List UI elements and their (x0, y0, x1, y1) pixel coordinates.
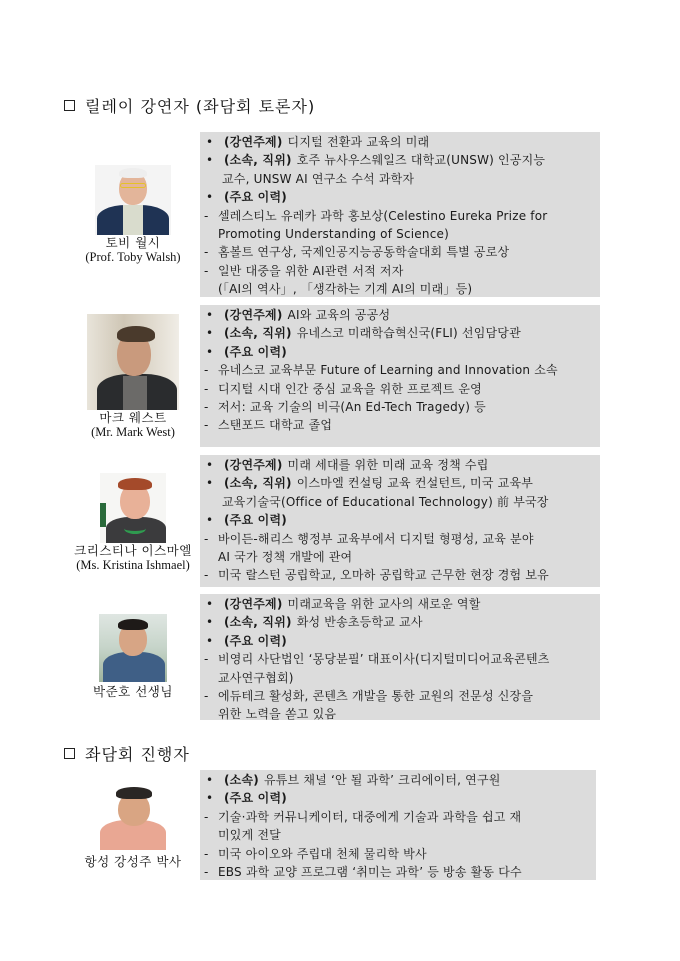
affiliation-label: (소속) (224, 773, 259, 787)
portrait-kristina-ishmael (100, 473, 166, 543)
career-item: - 바이든-해리스 행정부 교육부에서 디지털 형평성, 교육 분야 (204, 531, 534, 546)
career-header: • (주요 이력) (204, 789, 590, 807)
speaker-photo-column (70, 165, 196, 264)
speaker-photo-column (70, 314, 196, 439)
speaker-name-ko: 마크 웨스트 (99, 410, 167, 425)
speaker-info-box (200, 594, 600, 720)
affiliation-line: • (소속) 유튜브 채널 ‘안 될 과학’ 크리에이터, 연구원 (204, 771, 590, 789)
topic-label: (강연주제) (224, 458, 283, 472)
career-item: - 스탠포드 대학교 졸업 (204, 418, 333, 433)
affiliation-label: (소속, 직위) (224, 476, 292, 491)
career-item: - 비영리 사단법인 ‘몽당분필’ 대표이사(디지털미디어교육콘텐츠 (204, 652, 550, 667)
checkbox-icon (64, 748, 75, 759)
career-item: - 기술·과학 커뮤니케이터, 대중에게 기술과 과학을 쉽고 재 (204, 809, 522, 824)
topic-line: • (강연주제) 미래 세대를 위한 미래 교육 정책 수립 (204, 456, 594, 474)
speaker-photo-column (70, 473, 196, 572)
topic-label: (강연주제) (224, 597, 283, 611)
affiliation-label: (소속, 직위) (224, 326, 292, 341)
speaker-name-ko: 토비 월시 (105, 235, 161, 250)
speaker-info-box (200, 305, 600, 447)
affiliation-label: (소속, 직위) (224, 615, 292, 630)
career-item-cont: AI 국가 정책 개발에 관여 (218, 550, 353, 565)
career-label: (주요 이력) (224, 791, 287, 806)
affiliation-line: • (소속, 직위) 이스마엘 컨설팅 교육 컨설턴트, 미국 교육부 (204, 474, 594, 492)
career-label: (주요 이력) (224, 190, 287, 205)
affiliation-value: 화성 반송초등학교 교사 (296, 615, 423, 630)
topic-value: 미래교육을 위한 교사의 새로운 역할 (287, 597, 481, 611)
career-item-cont: Promoting Understanding of Science) (218, 227, 449, 242)
career-item: - 셀레스티노 유레카 과학 홍보상(Celestino Eureka Prize for (204, 208, 548, 223)
portrait-kang-sungju (98, 784, 168, 850)
affiliation-label: (소속, 직위) (224, 153, 292, 168)
career-item-cont: (「AI의 역사」, 「생각하는 기계 AI의 미래」등) (218, 282, 473, 297)
career-item: - 디지털 시대 인간 중심 교육을 위한 프로젝트 운영 (204, 381, 482, 396)
affiliation-value: 호주 뉴사우스웨일즈 대학교(UNSW) 인공지능 (296, 153, 546, 168)
topic-line: • (강연주제) 디지털 전환과 교육의 미래 (204, 133, 594, 151)
career-item-cont: 위한 노력을 쏟고 있음 (218, 707, 337, 722)
affiliation-value: 유튜브 채널 ‘안 될 과학’ 크리에이터, 연구원 (263, 773, 501, 787)
career-label: (주요 이력) (224, 513, 287, 528)
moderator-photo-column (70, 784, 196, 869)
career-item: - EBS 과학 교양 프로그램 ‘취미는 과학’ 등 방송 활동 다수 (204, 865, 522, 880)
career-header: • (주요 이력) (204, 343, 594, 361)
portrait-toby-walsh (95, 165, 171, 235)
career-header: • (주요 이력) (204, 511, 594, 529)
section-title-moderator (64, 742, 190, 765)
topic-line: • (강연주제) 미래교육을 위한 교사의 새로운 역할 (204, 595, 594, 613)
affiliation-line: • (소속, 직위) 호주 뉴사우스웨일즈 대학교(UNSW) 인공지능 (204, 151, 594, 169)
career-item-cont: 교사연구협회) (218, 670, 294, 685)
moderator-name-ko: 항성 강성주 박사 (84, 854, 182, 869)
career-item: - 에듀테크 활성화, 콘텐츠 개발을 통한 교원의 전문성 신장을 (204, 689, 534, 704)
affiliation-value: 유네스코 미래학습혁신국(FLI) 선임담당관 (296, 326, 521, 341)
affiliation-value-cont: 교육기술국(Office of Educational Technology) 前 부국장 (222, 494, 549, 509)
affiliation-line: • (소속, 직위) 유네스코 미래학습혁신국(FLI) 선임담당관 (204, 324, 594, 342)
portrait-mark-west (87, 314, 179, 410)
career-label: (주요 이력) (224, 633, 287, 648)
topic-value: 미래 세대를 위한 미래 교육 정책 수립 (287, 458, 489, 472)
career-item-cont: 미있게 전달 (218, 828, 281, 843)
affiliation-value: 이스마엘 컨설팅 교육 컨설턴트, 미국 교육부 (296, 476, 534, 491)
speaker-name-en: (Mr. Mark West) (91, 425, 175, 439)
career-item: - 미국 랄스턴 공립학교, 오마하 공립학교 근무한 현장 경험 보유 (204, 568, 549, 583)
speaker-name-ko: 박준호 선생님 (93, 684, 173, 699)
topic-label: (강연주제) (224, 135, 283, 149)
speaker-info-box (200, 132, 600, 297)
section-title-text: 좌담회 진행자 (85, 745, 190, 764)
topic-value: AI와 교육의 공공성 (287, 308, 391, 322)
moderator-info-box (200, 770, 596, 880)
topic-label: (강연주제) (224, 308, 283, 322)
career-item: - 미국 아이오와 주립대 천체 물리학 박사 (204, 846, 427, 861)
affiliation-line: • (소속, 직위) 화성 반송초등학교 교사 (204, 613, 594, 631)
speaker-name-en: (Ms. Kristina Ishmael) (76, 558, 190, 572)
section-title-text: 릴레이 강연자 (좌담회 토론자) (85, 97, 316, 116)
speaker-name-ko: 크리스티나 이스마엘 (74, 543, 192, 558)
section-title-speakers (64, 94, 315, 117)
speaker-info-box (200, 455, 600, 587)
career-item: - 일반 대중을 위한 AI관련 서적 저자 (204, 263, 404, 278)
topic-line: • (강연주제) AI와 교육의 공공성 (204, 306, 594, 324)
portrait-park-junho (99, 614, 167, 682)
speaker-name-en: (Prof. Toby Walsh) (85, 250, 181, 264)
topic-value: 디지털 전환과 교육의 미래 (287, 135, 430, 149)
career-item: - 홈볼트 연구상, 국제인공지능공동학술대회 특별 공로상 (204, 245, 510, 260)
speaker-photo-column (70, 614, 196, 699)
career-item: - 유네스코 교육부문 Future of Learning and Innovation 소속 (204, 363, 558, 378)
career-header: • (주요 이력) (204, 632, 594, 650)
checkbox-icon (64, 100, 75, 111)
career-header: • (주요 이력) (204, 188, 594, 206)
career-label: (주요 이력) (224, 344, 287, 359)
career-item: - 저서: 교육 기술의 비극(An Ed-Tech Tragedy) 등 (204, 400, 486, 415)
affiliation-value-cont: 교수, UNSW AI 연구소 수석 과학자 (222, 171, 415, 186)
